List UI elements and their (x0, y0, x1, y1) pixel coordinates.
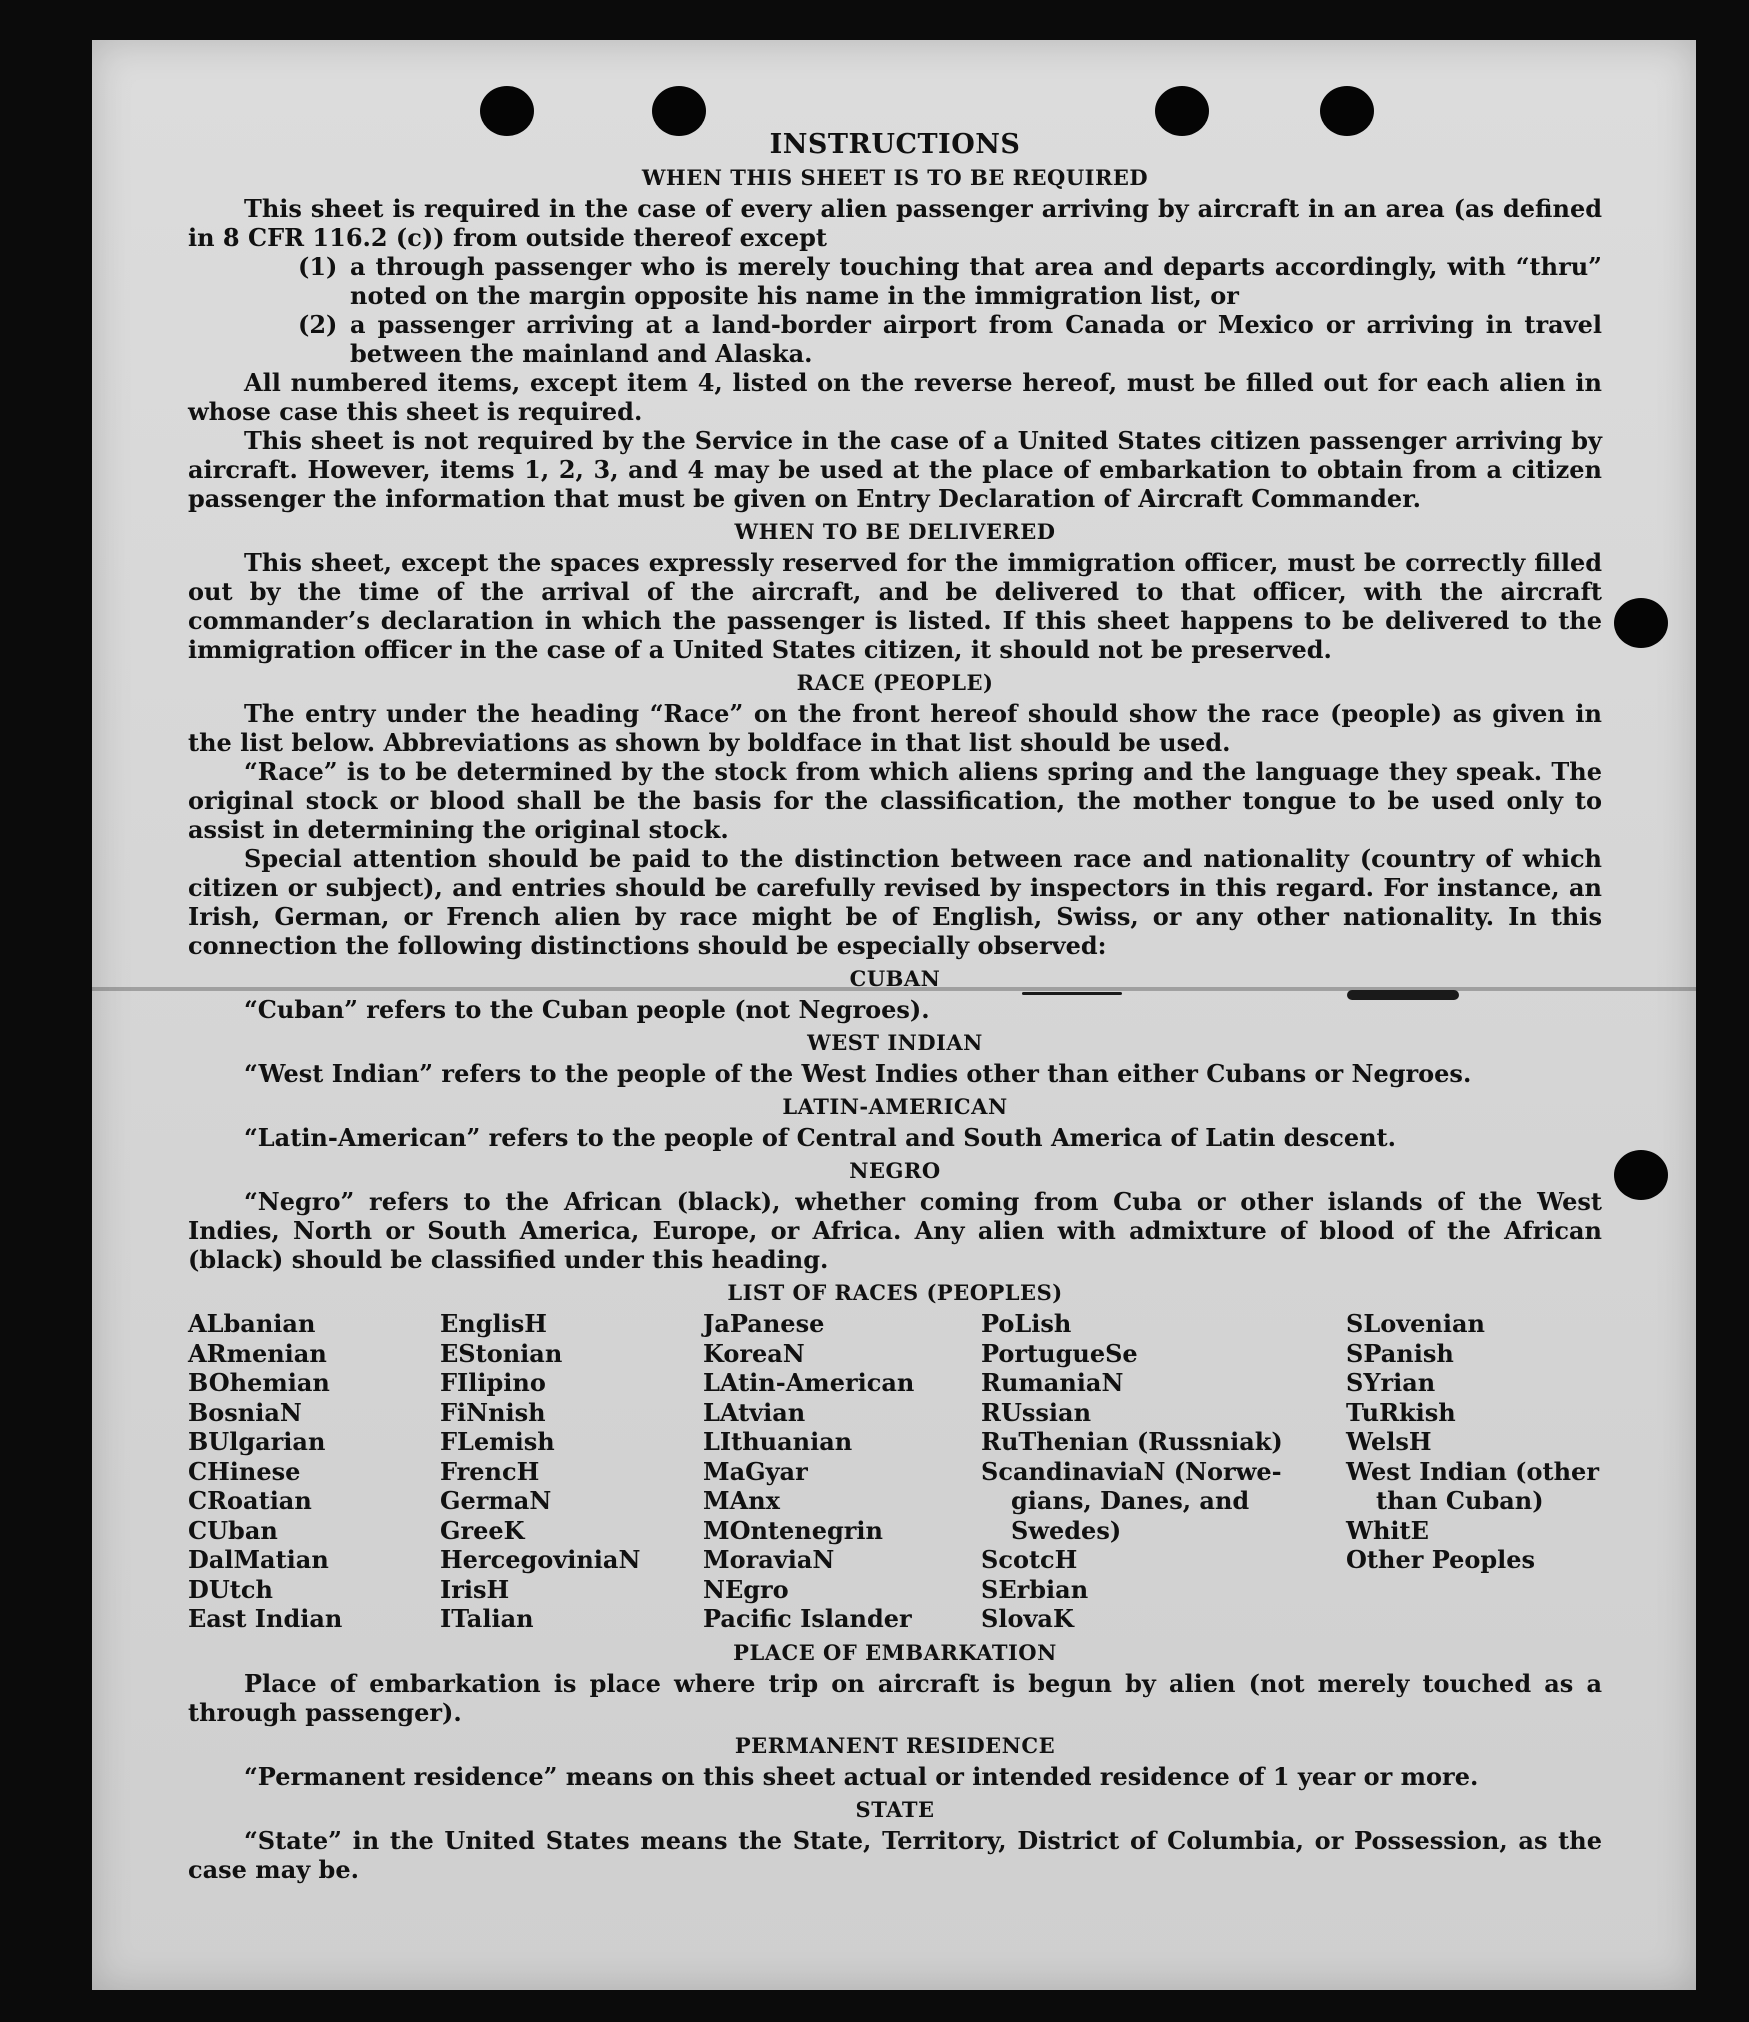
race-entry: West Indian (other (1346, 1456, 1599, 1486)
race-entry: RumaniaN (981, 1368, 1124, 1397)
exception-item-1 (298, 252, 1602, 310)
race-entry: PoLish (981, 1309, 1072, 1338)
negro-text: “Negro” refers to the African (black), whether coming from Cuba or other islands of the West Indies, North or South America, Europe, or Africa. Any alien with admixture of blood of the African (black) should be classified under this heading. (188, 1187, 1602, 1274)
race-list (188, 1309, 1602, 1634)
race-entry: FIlipino (440, 1368, 546, 1397)
punch-hole (1614, 1150, 1668, 1200)
item-text: a passenger arriving at a land-border airport from Canada or Mexico or arriving in travel between the mainland and Alaska. (350, 310, 1602, 368)
race-entry: WhitE (1346, 1515, 1429, 1545)
race-entry: ALbanian (188, 1309, 316, 1338)
page-title: INSTRUCTIONS (769, 129, 1021, 160)
when-required-intro: This sheet is required in the case of every alien passenger arriving by aircraft in an area (as defined in 8 CFR 116.2 (c)) from outside thereof except (188, 194, 1602, 252)
race-entry: Pacific Islander (703, 1604, 912, 1633)
race-entry: GermaN (440, 1486, 552, 1515)
race-entry: BOhemian (188, 1368, 330, 1397)
race-entry: IrisH (440, 1574, 510, 1604)
race-entry: SErbian (981, 1574, 1089, 1604)
section-heading-permanent-residence: PERMANENT RESIDENCE (734, 1732, 1056, 1758)
punch-hole (1614, 598, 1668, 648)
race-entry: ARmenian (188, 1338, 327, 1368)
state-text: “State” in the United States means the State, Territory, District of Columbia, or Possession, as the case may be. (188, 1825, 1602, 1884)
race-column-3 (703, 1309, 981, 1634)
race-entry: GreeK (440, 1515, 525, 1545)
race-entry: KoreaN (703, 1338, 805, 1368)
race-paragraph-2: “Race” is to be determined by the stock from which aliens spring and the language they speak. The original stock or blood shall be the basis for the classification, the mother tongue to be used only to assist in determining the original stock. (188, 757, 1602, 844)
race-entry: ITalian (440, 1604, 534, 1633)
race-entry: RuThenian (Russniak) (981, 1427, 1283, 1456)
race-entry: LAtin-American (703, 1368, 915, 1397)
item-number: (2) (298, 310, 338, 339)
race-entry: Other Peoples (1346, 1545, 1536, 1574)
race-entry: SYrian (1346, 1368, 1436, 1397)
race-entry: CRoatian (188, 1486, 312, 1515)
section-heading-latin-american: LATIN-AMERICAN (782, 1094, 1008, 1119)
race-entry: SlovaK (981, 1604, 1074, 1633)
race-entry: MAnx (703, 1486, 780, 1515)
race-entry: JaPanese (703, 1309, 825, 1338)
race-column-2 (440, 1309, 703, 1634)
west-indian-text: “West Indian” refers to the people of the West Indies other than either Cubans or Negroes. (244, 1059, 1472, 1088)
race-entry: ScotcH (981, 1545, 1078, 1574)
race-entry: DalMatian (188, 1545, 329, 1574)
punch-hole (1320, 86, 1374, 136)
punch-hole (652, 86, 706, 136)
race-entry: EStonian (440, 1338, 563, 1368)
place-of-embarkation-text: Place of embarkation is place where trip on aircraft is begun by alien (not merely touched as a through passenger). (188, 1668, 1602, 1727)
document-sheet (92, 40, 1696, 1990)
race-entry: WelsH (1346, 1427, 1432, 1456)
race-entry: BosniaN (188, 1397, 302, 1427)
race-entry: RUssian (981, 1397, 1092, 1427)
race-entry: BUlgarian (188, 1427, 326, 1456)
latin-american-text: “Latin-American” refers to the people of Central and South America of Latin descent. (244, 1123, 1396, 1152)
race-column-1 (188, 1309, 440, 1634)
punch-hole (1155, 86, 1209, 136)
section-heading-west-indian: WEST INDIAN (807, 1030, 983, 1055)
race-entry: DUtch (188, 1574, 273, 1604)
race-entry: MOntenegrin (703, 1515, 883, 1545)
race-entry: LIthuanian (703, 1427, 853, 1456)
section-heading-cuban: CUBAN (849, 966, 941, 991)
exception-item-2 (298, 310, 1602, 368)
race-entry-continued: gians, Danes, and (1011, 1486, 1250, 1515)
race-entry: SLovenian (1346, 1309, 1485, 1338)
race-entry: FiNnish (440, 1397, 546, 1427)
race-entry-continued: Swedes) (1011, 1515, 1122, 1545)
item-number: (1) (298, 252, 338, 281)
list-of-races-heading: LIST OF RACES (PEOPLES) (727, 1280, 1063, 1305)
section-heading-when-delivered: WHEN TO BE DELIVERED (734, 519, 1056, 544)
section-heading-race: RACE (PEOPLE) (796, 670, 994, 695)
section-heading-state: STATE (855, 1796, 935, 1822)
citizen-paragraph: This sheet is not required by the Service in the case of a United States citizen passenger arriving by aircraft. However, items 1, 2, 3, and 4 may be used at the place of embarkation to obtain from a citizen passenger the information that must be given on Entry Declaration of Aircraft Commander. (188, 426, 1602, 513)
race-entry: SPanish (1346, 1338, 1454, 1368)
race-entry: East Indian (188, 1604, 343, 1633)
item-text: a through passenger who is merely touching that area and departs accordingly, with “thru” noted on the margin opposite his name in the immigration list, or (350, 252, 1602, 310)
race-entry: HercegoviniaN (440, 1545, 641, 1574)
race-entry: ScandinaviaN (Norwe- (981, 1456, 1282, 1486)
when-delivered-text: This sheet, except the spaces expressly reserved for the immigration officer, must be correctly filled out by the time of the arrival of the aircraft, and be delivered to that officer, with the aircraft commander’s declaration in which the passenger is listed. If this sheet happens to be delivered to the immigration officer in the case of a United States citizen, it should not be preserved. (188, 548, 1602, 664)
race-entry: PortugueSe (981, 1338, 1138, 1368)
instructions-content (188, 130, 1602, 1884)
section-heading-place-of-embarkation: PLACE OF EMBARKATION (733, 1639, 1057, 1665)
race-entry-continued: than Cuban) (1376, 1486, 1544, 1515)
race-entry: FrencH (440, 1456, 540, 1486)
cuban-text: “Cuban” refers to the Cuban people (not Negroes). (244, 995, 930, 1024)
race-paragraph-1: The entry under the heading “Race” on the front hereof should show the race (people) as given in the list below. Abbreviations as shown by boldface in that list should be used. (188, 699, 1602, 757)
race-entry: CHinese (188, 1456, 301, 1486)
permanent-residence-text: “Permanent residence” means on this sheet actual or intended residence of 1 year or more. (244, 1761, 1479, 1791)
race-column-5 (1346, 1309, 1602, 1634)
race-entry: EnglisH (440, 1309, 547, 1338)
numbered-items-paragraph: All numbered items, except item 4, listed on the reverse hereof, must be filled out for each alien in whose case this sheet is required. (188, 368, 1602, 426)
section-heading-negro: NEGRO (849, 1158, 941, 1183)
race-entry: NEgro (703, 1574, 789, 1604)
race-entry: TuRkish (1346, 1397, 1456, 1427)
race-entry: FLemish (440, 1427, 555, 1456)
race-paragraph-3: Special attention should be paid to the distinction between race and nationality (country of which citizen or subject), and entries should be carefully revised by inspectors in this regard. For instance, an Irish, German, or French alien by race might be of English, Swiss, or any other nationality. In this connection the following distinctions should be especially observed: (188, 844, 1602, 960)
punch-hole (480, 86, 534, 136)
section-heading-when-required: WHEN THIS SHEET IS TO BE REQUIRED (641, 165, 1149, 190)
race-entry: CUban (188, 1515, 278, 1545)
race-entry: MaGyar (703, 1456, 808, 1486)
race-entry: MoraviaN (703, 1545, 835, 1574)
race-entry: LAtvian (703, 1397, 806, 1427)
race-column-4 (981, 1309, 1346, 1634)
